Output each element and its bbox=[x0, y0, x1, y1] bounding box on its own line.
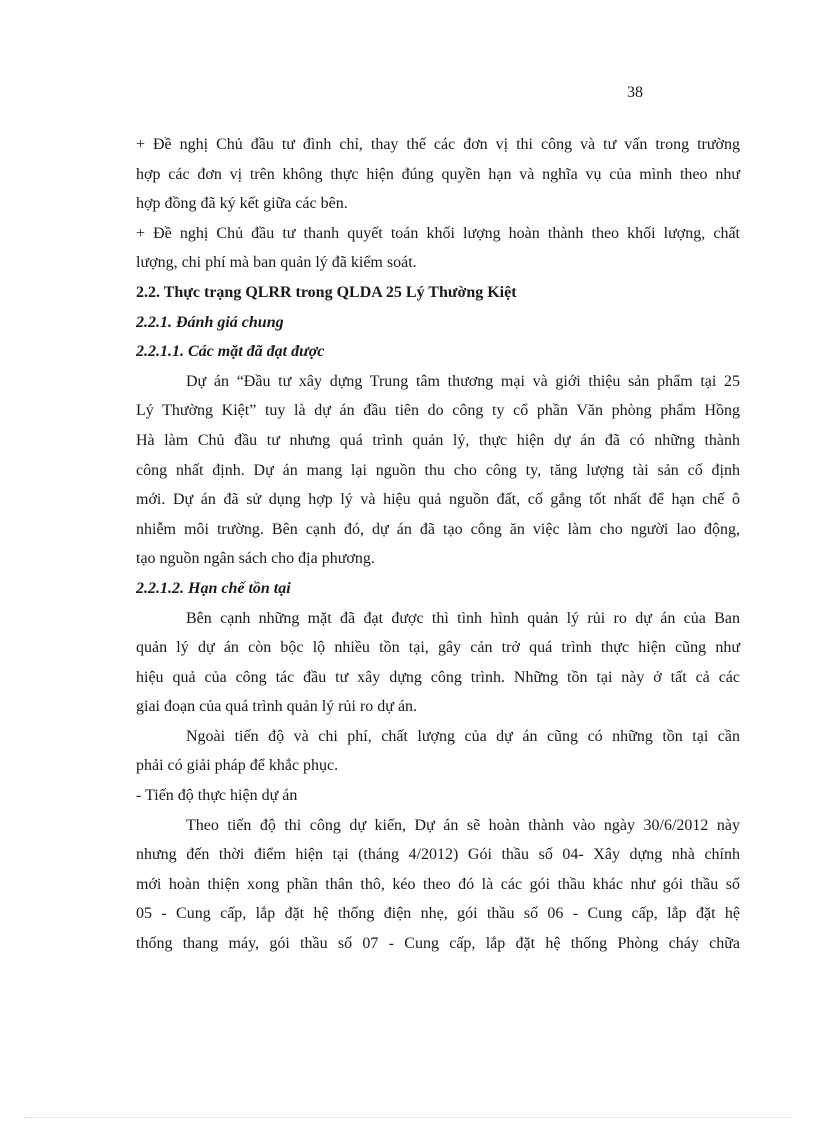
body-line: mới hoàn thiện xong phần thân thô, kéo theo đó là các gói thầu khác như gói thầu số bbox=[136, 875, 740, 893]
body-line: tạo nguồn ngân sách cho địa phương. bbox=[136, 550, 375, 568]
section-heading: 2.2. Thực trạng QLRR trong QLDA 25 Lý Thường Kiệt bbox=[136, 283, 517, 301]
body-line: mới. Dự án đã sử dụng hợp lý và hiệu quả nguồn đất, cố gắng tốt nhất để hạn chế ô bbox=[136, 491, 740, 509]
page-number: 38 bbox=[627, 84, 643, 101]
body-line: Theo tiến độ thi công dự kiến, Dự án sẽ hoàn thành vào ngày 30/6/2012 này bbox=[186, 816, 740, 834]
body-line: Bên cạnh những mặt đã đạt được thì tình hình quản lý rủi ro dự án của Ban bbox=[186, 609, 740, 627]
body-line: phải có giải pháp để khắc phục. bbox=[136, 757, 339, 775]
body-line: + Đề nghị Chủ đầu tư đình chỉ, thay thế các đơn vị thi công và tư vấn trong trường bbox=[136, 136, 740, 153]
subsubsection-heading: 2.2.1.2. Hạn chế tồn tại bbox=[136, 579, 291, 597]
document-body bbox=[136, 130, 740, 959]
body-line: giai đoạn của quá trình quản lý rủi ro dự án. bbox=[136, 698, 418, 716]
subsection-heading: 2.2.1. Đánh giá chung bbox=[136, 313, 284, 331]
body-line: 05 - Cung cấp, lắp đặt hệ thống điện nhẹ, gói thầu số 06 - Cung cấp, lắp đặt hệ bbox=[136, 905, 740, 923]
body-line: quản lý dự án còn bộc lộ nhiều tồn tại, gây cản trở quá trình thực hiện cũng như bbox=[136, 639, 740, 657]
subsubsection-heading: 2.2.1.1. Các mặt đã đạt được bbox=[136, 343, 325, 361]
body-line: công nhất định. Dự án mang lại nguồn thu cho công ty, tăng lượng tài sản cố định bbox=[136, 461, 740, 479]
body-line: + Đề nghị Chủ đầu tư thanh quyết toán khối lượng hoàn thành theo khối lượng, chất bbox=[136, 224, 740, 242]
body-line: Hà làm Chủ đầu tư nhưng quá trình quản lý, thực hiện dự án đã có những thành bbox=[136, 431, 740, 449]
body-line: thống thang máy, gói thầu số 07 - Cung cấp, lắp đặt hệ thống Phòng cháy chữa bbox=[136, 935, 740, 953]
body-line: hiệu quả của công tác đầu tư xây dựng công trình. Những tồn tại này ở tất cả các bbox=[136, 668, 740, 686]
body-line: hợp đồng đã ký kết giữa các bên. bbox=[136, 195, 348, 213]
list-item: - Tiến độ thực hiện dự án bbox=[136, 787, 298, 805]
body-line: nhưng đến thời điểm hiện tại (tháng 4/2012) Gói thầu số 04- Xây dựng nhà chính bbox=[136, 846, 740, 864]
body-line: Lý Thường Kiệt” tuy là dự án đầu tiên do công ty cổ phần Văn phòng phẩm Hồng bbox=[136, 402, 740, 420]
page-bottom-divider bbox=[24, 1117, 792, 1118]
body-line: Dự án “Đầu tư xây dựng Trung tâm thương mại và giới thiệu sản phẩm tại 25 bbox=[186, 372, 740, 390]
body-line: lượng, chi phí mà ban quản lý đã kiểm soát. bbox=[136, 254, 417, 272]
body-line: Ngoài tiến độ và chi phí, chất lượng của dự án cũng có những tồn tại cần bbox=[186, 727, 740, 745]
body-line: hợp các đơn vị trên không thực hiện đúng quyền hạn và nghĩa vụ của mình theo như bbox=[136, 165, 740, 183]
body-line: nhiễm môi trường. Bên cạnh đó, dự án đã tạo công ăn việc làm cho người lao động, bbox=[136, 520, 740, 538]
